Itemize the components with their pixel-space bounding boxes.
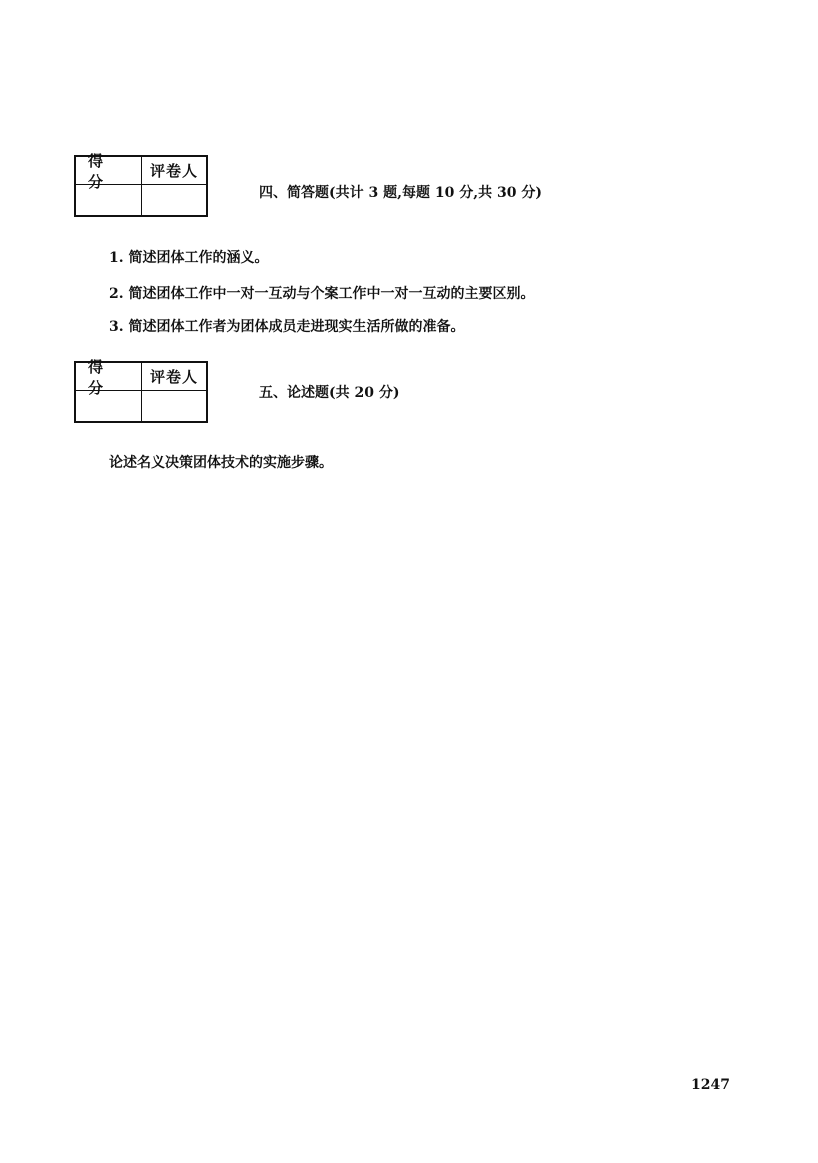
score-input-cell[interactable] xyxy=(76,185,142,215)
section4-title: 四、简答题(共计 3 题,每题 10 分,共 30 分) xyxy=(259,185,542,201)
score-table-section5 xyxy=(74,357,208,423)
score-input-cell[interactable] xyxy=(76,391,142,421)
page-number: 1247 xyxy=(691,1077,730,1093)
score-label: 得 分 xyxy=(76,363,142,391)
question-item: 1. 简述团体工作的涵义。 xyxy=(109,250,269,266)
grader-input-cell[interactable] xyxy=(142,391,206,421)
grader-input-cell[interactable] xyxy=(142,185,206,215)
question-item: 3. 简述团体工作者为团体成员走进现实生活所做的准备。 xyxy=(109,319,465,335)
essay-question: 论述名义决策团体技术的实施步骤。 xyxy=(109,455,333,471)
score-table-section4 xyxy=(74,151,208,217)
score-label: 得 分 xyxy=(76,157,142,185)
grader-label: 评卷人 xyxy=(142,157,206,185)
question-item: 2. 简述团体工作中一对一互动与个案工作中一对一互动的主要区别。 xyxy=(109,286,535,302)
grader-label: 评卷人 xyxy=(142,363,206,391)
section5-title: 五、论述题(共 20 分) xyxy=(259,385,400,401)
